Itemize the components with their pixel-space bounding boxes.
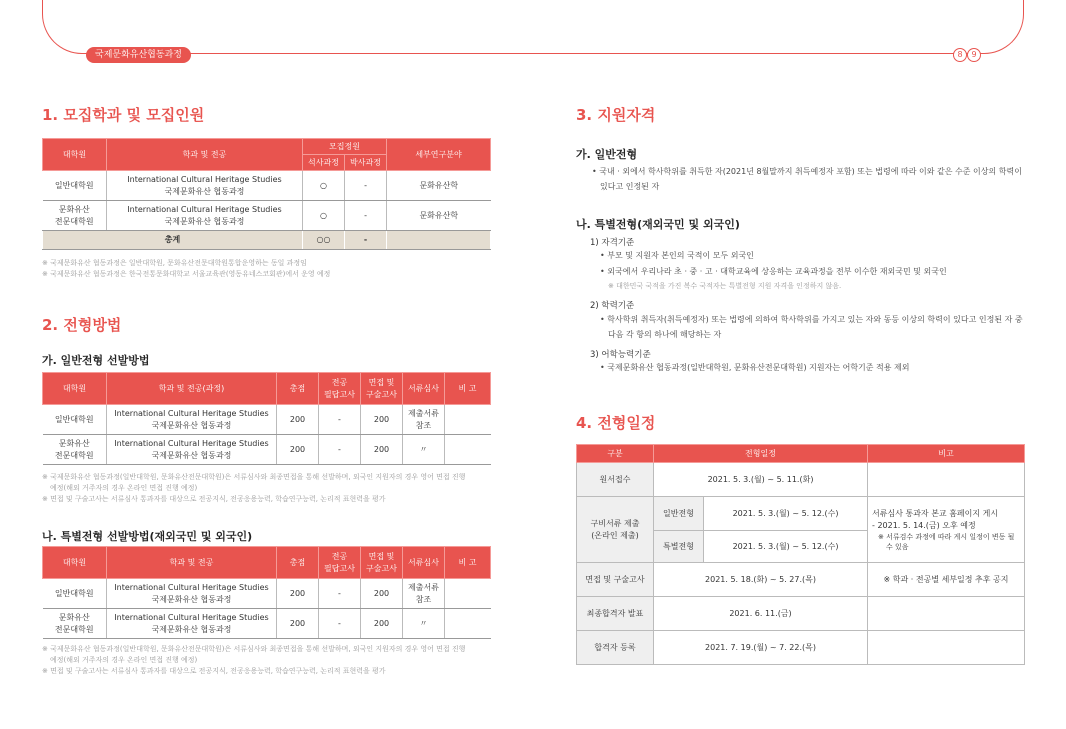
program-tag: 국제문화유산협동과정: [86, 47, 191, 63]
note: ※ 국제문화유산 협동과정(일반대학원, 문화유산전문대학원)은 서류심사와 최종면접을 통해 선발하며, 외국인 지원자의 경우 영어 면접 진행: [42, 645, 466, 653]
section1-title: 1. 모집학과 및 모집인원: [42, 106, 205, 124]
note: ※ 국제문화유산 협동과정은 일반대학원, 문화유산전문대학원통합운영하는 동일 과정임: [42, 259, 307, 267]
table-row: 문화유산 전문대학원 International Cultural Heritage Studies 국제문화유산 협동과정 200 - 200 〃: [43, 609, 491, 639]
page-frame-line: [42, 0, 1024, 54]
table-row: 일반대학원 International Cultural Heritage Studies 국제문화유산 협동과정 ○ - 문화유산학: [43, 171, 491, 201]
quota-table: [42, 138, 491, 250]
col-quota: 모집정원: [303, 139, 387, 155]
special-selection-title: 나. 특별전형 선발방법(재외국민 및 외국인): [42, 530, 253, 543]
table-row: 합격자 등록 2021. 7. 19.(월) ~ 7. 22.(목): [577, 631, 1025, 665]
table-row: 일반대학원 International Cultural Heritage Studies 국제문화유산 협동과정 200 - 200 제출서류 참조: [43, 405, 491, 435]
table-row: 최종합격자 발표 2021. 6. 11.(금): [577, 597, 1025, 631]
page-number-right: 9: [967, 48, 981, 62]
col-field: 세부연구분야: [387, 139, 491, 171]
note: 예정(해외 거주자의 경우 온라인 면접 진행 예정): [50, 484, 198, 492]
table-row: 문화유산 전문대학원 International Cultural Heritage Studies 국제문화유산 협동과정 ○ - 문화유산학: [43, 201, 491, 231]
schedule-table: 구분 전형일정 비고 원서접수 2021. 5. 3.(월) ~ 5. 11.(화) 구비서류 제출 (온라인 제출) 일반전형 2021. 5. 3.(월) ~ 5. 12.(수) 서류심사 통과자 본교 홈페이지 게시 - 2021. 5. 14.(금) 오후 예정 ※ 서류검수 과정에 따라 게시 일정이 변동 될 수 있음 특별전형 2021. 5. 3.(월) ~ 5. 12.(수) 면접 및 구술고사 2021. 5. 18.(화) ~ 5. 27.(목) ※ 학과 · 전공별 세부일정 추후 공지 최종합격자 발표 2021. 6. 11.(금) 합격자 등록 2021. 7. 19.(월) ~ 7. 22.(목): [576, 444, 1025, 665]
section3-title: 3. 지원자격: [576, 106, 656, 124]
col-major: 학과 및 전공: [107, 139, 303, 171]
section2-title: 2. 전형방법: [42, 316, 122, 334]
table-row: 원서접수 2021. 5. 3.(월) ~ 5. 11.(화): [577, 463, 1025, 497]
col-college: 대학원: [43, 139, 107, 171]
table-row: 특별전형 2021. 5. 3.(월) ~ 5. 12.(수): [577, 531, 1025, 563]
table-row: 면접 및 구술고사 2021. 5. 18.(화) ~ 5. 27.(목) ※ 학과 · 전공별 세부일정 추후 공지: [577, 563, 1025, 597]
table-row: 구비서류 제출 (온라인 제출) 일반전형 2021. 5. 3.(월) ~ 5. 12.(수) 서류심사 통과자 본교 홈페이지 게시 - 2021. 5. 14.(금) 오후 예정 ※ 서류검수 과정에 따라 게시 일정이 변동 될 수 있음: [577, 497, 1025, 531]
general-selection-title: 가. 일반전형 선발방법: [42, 354, 150, 367]
page-number-left: 8: [953, 48, 967, 62]
total-row: 총계 ○○ -: [43, 231, 491, 250]
note: ※ 대한민국 국적을 가진 복수 국적자는 특별전형 지원 자격을 인정하지 않음.: [608, 282, 842, 290]
note: ※ 국제문화유산 협동과정(일반대학원, 문화유산전문대학원)은 서류심사와 최종면접을 통해 선발하며, 외국인 지원자의 경우 영어 면접 진행: [42, 473, 466, 481]
section4-title: 4. 전형일정: [576, 414, 656, 432]
table-row: 일반대학원 International Cultural Heritage Studies 국제문화유산 협동과정 200 - 200 제출서류 참조: [43, 579, 491, 609]
col-master: 석사과정: [303, 155, 345, 171]
col-doctor: 박사과정: [345, 155, 387, 171]
general-selection-table: 대학원 학과 및 전공(과정) 총점 전공 필답고사 면접 및 구술고사 서류심사 비 고 일반대학원 International Cultural Heritage Studies 국제문화유산 협동과정 200 - 200 제출서류 참조 문화유산 전문대학원 International Cultural Heritage Studies 국제문화유산 협동과정 200 - 200 〃: [42, 372, 491, 465]
table-row: 문화유산 전문대학원 International Cultural Heritage Studies 국제문화유산 협동과정 200 - 200 〃: [43, 435, 491, 465]
special-selection-table: 대학원 학과 및 전공 총점 전공 필답고사 면접 및 구술고사 서류심사 비 고 일반대학원 International Cultural Heritage Studies 국제문화유산 협동과정 200 - 200 제출서류 참조 문화유산 전문대학원 International Cultural Heritage Studies 국제문화유산 협동과정 200 - 200 〃: [42, 546, 491, 639]
special-eligibility-title: 나. 특별전형(재외국민 및 외국인): [576, 218, 740, 231]
note: 예정(해외 거주자의 경우 온라인 면접 진행 예정): [50, 656, 198, 664]
general-eligibility-title: 가. 일반전형: [576, 148, 638, 161]
note: ※ 면접 및 구술고사는 서류심사 통과자를 대상으로 전공지식, 전공응용능력, 학습연구능력, 논리적 표현력을 평가: [42, 667, 386, 675]
note: ※ 면접 및 구술고사는 서류심사 통과자를 대상으로 전공지식, 전공응용능력, 학습연구능력, 논리적 표현력을 평가: [42, 495, 386, 503]
note: ※ 국제문화유산 협동과정은 한국전통문화대학교 서울교육관(영동유네스코회관)에서 운영 예정: [42, 270, 331, 278]
